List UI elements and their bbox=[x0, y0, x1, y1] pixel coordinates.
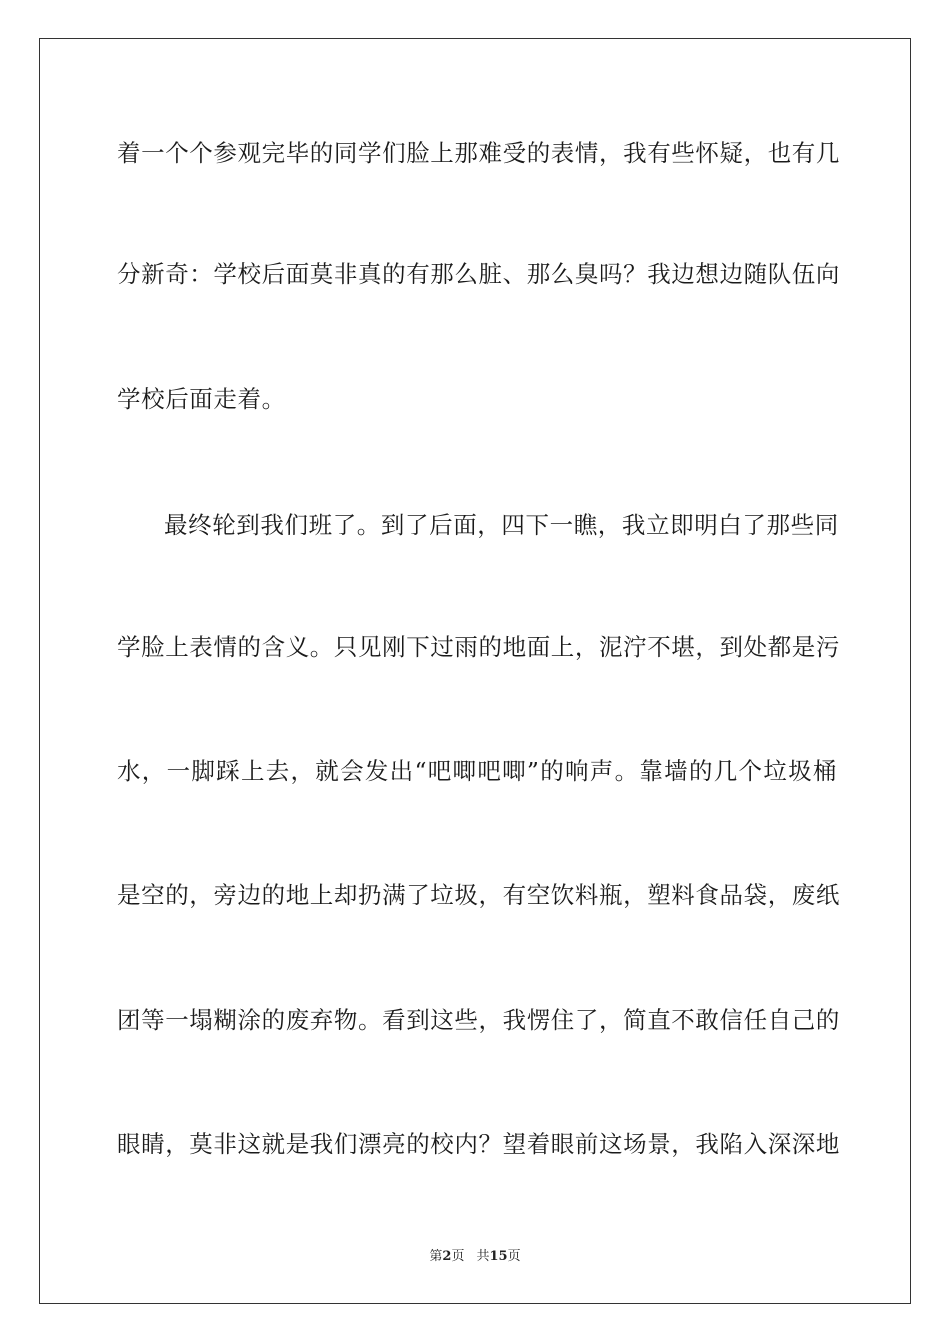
paragraph-line-8: 团等一塌糊涂的废弃物。看到这些，我愣住了，简直不敢信任自己的 bbox=[117, 1006, 840, 1034]
page-footer bbox=[0, 1248, 950, 1266]
page-border bbox=[39, 38, 911, 1304]
paragraph-line-2: 分新奇：学校后面莫非真的有那么脏、那么臭吗？我边想边随队伍向 bbox=[117, 260, 840, 288]
total-prefix: 共 bbox=[476, 1249, 490, 1264]
page-number: 2 bbox=[442, 1249, 452, 1264]
paragraph-line-3: 学校后面走着。 bbox=[117, 385, 286, 413]
total-pages: 15 bbox=[489, 1249, 508, 1264]
paragraph-line-7: 是空的，旁边的地上却扔满了垃圾，有空饮料瓶，塑料食品袋，废纸 bbox=[117, 881, 840, 909]
paragraph-line-9: 眼睛，莫非这就是我们漂亮的校内？望着眼前这场景，我陷入深深地 bbox=[117, 1130, 840, 1158]
page-suffix: 页 bbox=[451, 1249, 465, 1264]
paragraph-line-5: 学脸上表情的含义。只见刚下过雨的地面上，泥泞不堪，到处都是污 bbox=[117, 633, 840, 661]
page-prefix: 第 bbox=[429, 1249, 443, 1264]
paragraph-line-6: 水，一脚踩上去，就会发出“吧唧吧唧”的响声。靠墙的几个垃圾桶 bbox=[117, 757, 837, 785]
paragraph-line-1: 着一个个参观完毕的同学们脸上那难受的表情，我有些怀疑，也有几 bbox=[117, 139, 840, 167]
total-suffix: 页 bbox=[507, 1249, 521, 1264]
paragraph-line-4: 最终轮到我们班了。到了后面，四下一瞧，我立即明白了那些同 bbox=[164, 511, 839, 539]
